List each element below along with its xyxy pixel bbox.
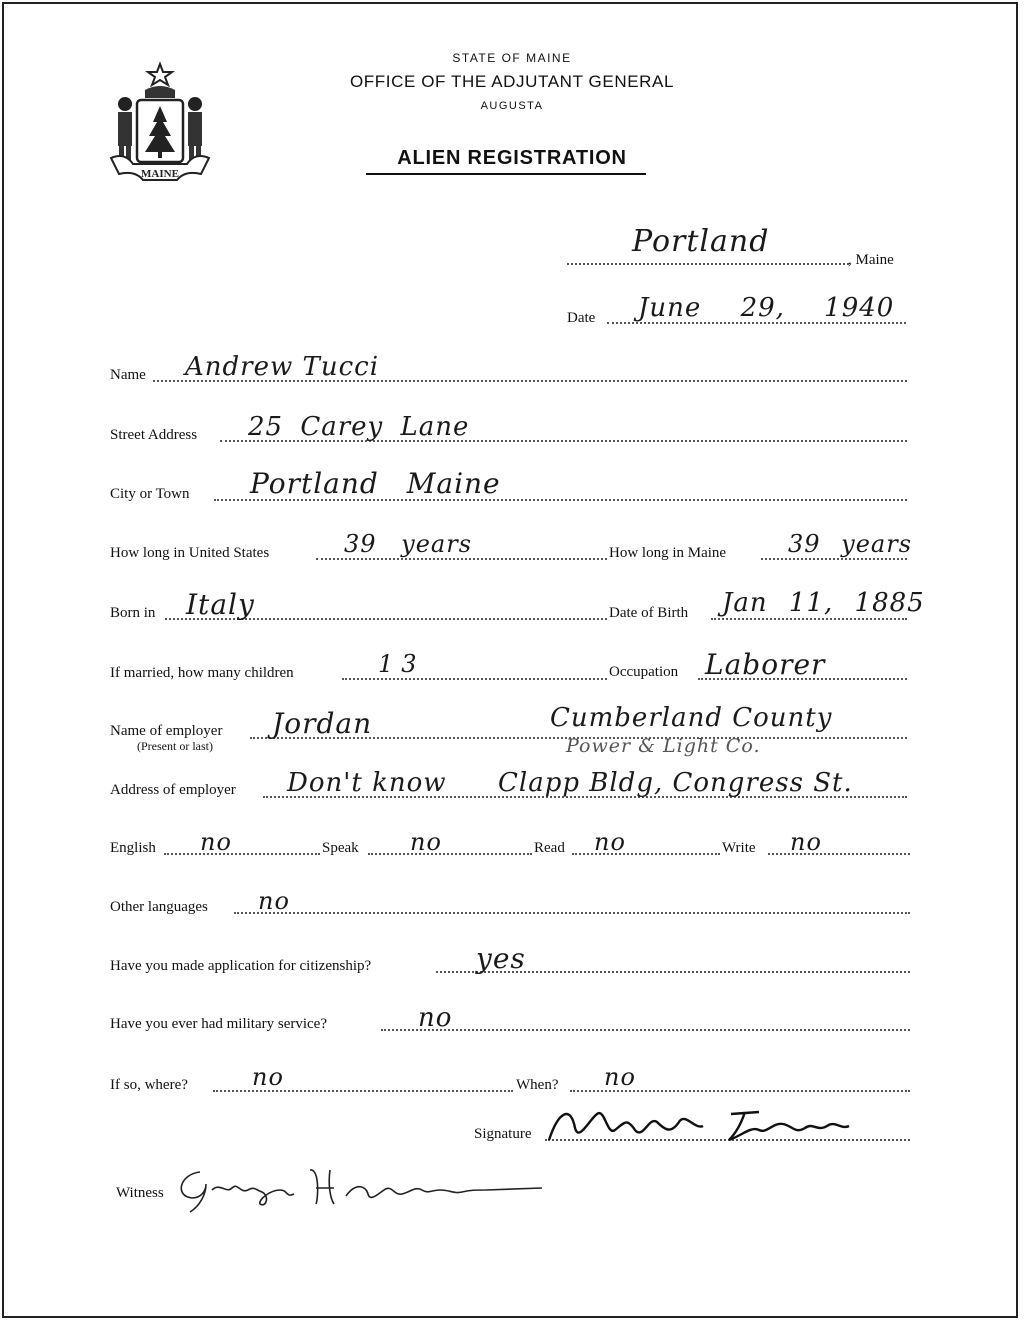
street-label: Street Address <box>110 427 198 443</box>
employer-address-value: Don't know <box>287 768 447 798</box>
employer-value: Jordan <box>272 707 373 740</box>
read-label: Read <box>534 840 565 856</box>
dob-value: Jan 11, 1885 <box>722 588 925 618</box>
years-us-label: How long in United States <box>110 545 270 561</box>
when-value: no <box>604 1063 636 1091</box>
date-label: Date <box>567 310 596 326</box>
title-underline <box>366 173 646 175</box>
place-suffix: , Maine <box>848 252 894 268</box>
place-value: Portland <box>632 224 770 259</box>
employer-value-3: Power & Light Co. <box>566 735 761 757</box>
city-value: Portland Maine <box>250 467 501 500</box>
years-maine-value: 39 years <box>788 530 913 558</box>
english-label: English <box>110 840 156 856</box>
children-value: 13 <box>378 650 425 678</box>
employer-sublabel: (Present or last) <box>137 739 213 753</box>
years-maine-line <box>761 558 907 560</box>
english-line <box>164 853 320 855</box>
signature-label: Signature <box>474 1126 532 1142</box>
city-label: City or Town <box>110 486 190 502</box>
children-line <box>342 678 607 680</box>
occupation-value: Laborer <box>705 648 826 681</box>
witness-handwriting <box>170 1160 550 1220</box>
when-label: When? <box>516 1077 559 1093</box>
form-title: ALIEN REGISTRATION <box>397 147 627 169</box>
years-us-line <box>316 558 607 560</box>
write-label: Write <box>722 840 756 856</box>
children-label: If married, how many children <box>110 665 294 681</box>
born-in-value: Italy <box>186 588 255 621</box>
witness-label: Witness <box>116 1185 164 1201</box>
other-languages-line <box>234 912 910 914</box>
date-value: June 29, 1940 <box>638 293 895 323</box>
header-state: STATE OF MAINE <box>452 51 572 65</box>
other-languages-value: no <box>258 887 290 915</box>
header-office: OFFICE OF THE ADJUTANT GENERAL <box>349 72 675 91</box>
occupation-label: Occupation <box>609 664 679 680</box>
years-us-value: 39 years <box>344 530 473 558</box>
signature-handwriting <box>545 1100 865 1150</box>
svg-text:MAINE: MAINE <box>141 168 179 180</box>
citizenship-value: yes <box>476 942 526 975</box>
employer-address-value-2: Clapp Bldg, Congress St. <box>498 768 853 798</box>
write-value: no <box>790 828 822 856</box>
speak-value: no <box>410 828 442 856</box>
employer-address-label: Address of employer <box>110 782 236 798</box>
read-value: no <box>594 828 626 856</box>
page-border <box>2 2 1018 1318</box>
other-languages-label: Other languages <box>110 899 208 915</box>
military-line <box>381 1029 910 1031</box>
place-line <box>567 263 849 265</box>
where-value: no <box>252 1063 284 1091</box>
dob-line <box>711 618 907 620</box>
english-value: no <box>200 828 232 856</box>
speak-label: Speak <box>322 840 359 856</box>
years-maine-label: How long in Maine <box>609 545 727 561</box>
header-city: AUGUSTA <box>480 100 544 112</box>
citizenship-label: Have you made application for citizenship? <box>110 958 372 974</box>
employer-value-2: Cumberland County <box>550 703 833 733</box>
dob-label: Date of Birth <box>609 605 689 621</box>
where-label: If so, where? <box>110 1077 188 1093</box>
speak-line <box>368 853 532 855</box>
born-in-label: Born in <box>110 605 156 621</box>
employer-label: Name of employer <box>110 723 223 739</box>
military-label: Have you ever had military service? <box>110 1016 327 1032</box>
military-value: no <box>418 1003 453 1033</box>
street-value: 25 Carey Lane <box>248 412 470 442</box>
name-label: Name <box>110 367 146 383</box>
name-value: Andrew Tucci <box>185 352 380 382</box>
